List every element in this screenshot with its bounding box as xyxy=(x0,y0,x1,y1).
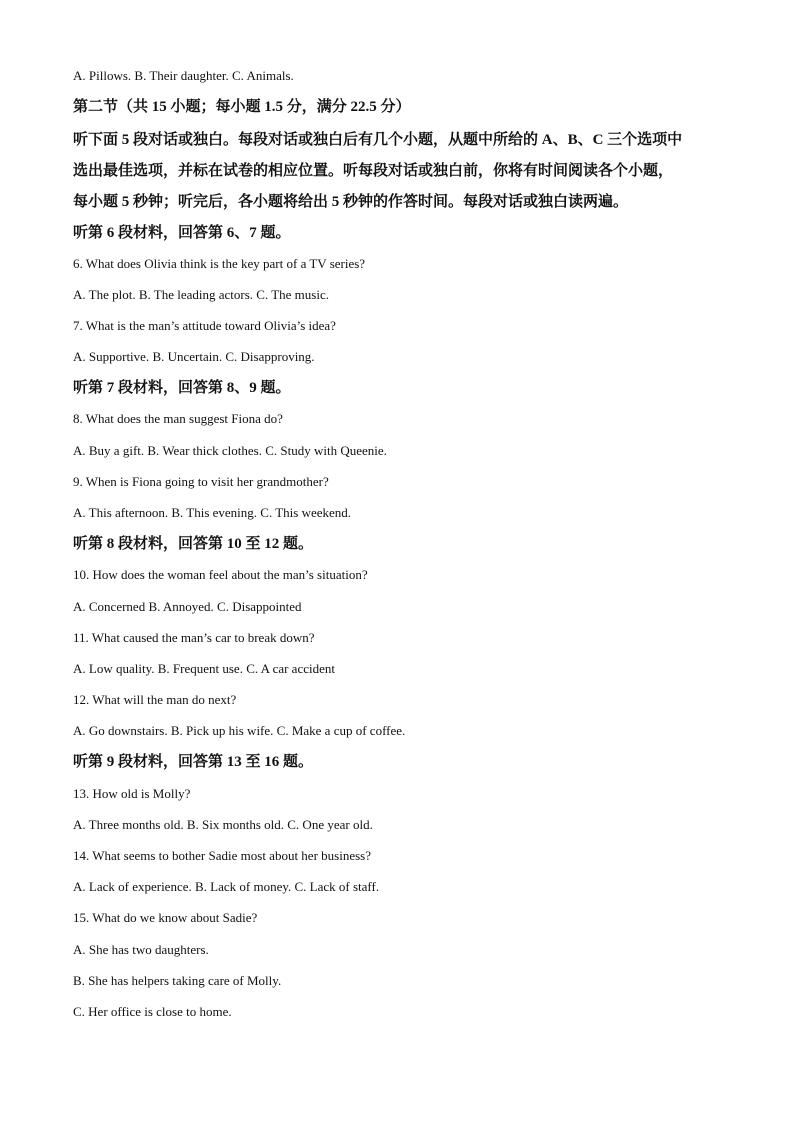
question-11: 11. What caused the man’s car to break down? xyxy=(73,630,315,645)
options-8: A. Buy a gift. B. Wear thick clothes. C. Study with Queenie. xyxy=(73,443,387,458)
group-heading-9: 听第 9 段材料，回答第 13 至 16 题。 xyxy=(73,754,314,770)
question-7: 7. What is the man’s attitude toward Olivia’s idea? xyxy=(73,318,336,333)
options-6: A. The plot. B. The leading actors. C. The music. xyxy=(73,287,329,302)
intro-options: A. Pillows. B. Their daughter. C. Animals. xyxy=(73,68,294,83)
group-heading-7: 听第 7 段材料，回答第 8、9 题。 xyxy=(73,380,291,396)
options-14: A. Lack of experience. B. Lack of money. C. Lack of staff. xyxy=(73,879,380,894)
question-13: 13. How old is Molly? xyxy=(73,786,191,801)
options-9: A. This afternoon. B. This evening. C. This weekend. xyxy=(73,505,352,520)
options-15-b: B. She has helpers taking care of Molly. xyxy=(73,973,282,988)
options-11: A. Low quality. B. Frequent use. C. A car accident xyxy=(73,661,335,676)
options-15-a: A. She has two daughters. xyxy=(73,942,209,957)
question-6: 6. What does Olivia think is the key part of a TV series? xyxy=(73,256,366,271)
group-heading-8: 听第 8 段材料，回答第 10 至 12 题。 xyxy=(73,536,314,552)
options-10: A. Concerned B. Annoyed. C. Disappointed xyxy=(73,599,302,614)
question-8: 8. What does the man suggest Fiona do? xyxy=(73,411,283,426)
instructions-line-3: 每小题 5 秒钟；听完后，各小题将给出 5 秒钟的作答时间。每段对话或独白读两遍。 xyxy=(73,194,629,210)
instructions-line-1: 听下面 5 段对话或独白。每段对话或独白后有几个小题，从题中所给的 A、B、C 三个选项中 xyxy=(73,132,683,148)
options-7: A. Supportive. B. Uncertain. C. Disapproving. xyxy=(73,349,315,364)
question-9: 9. When is Fiona going to visit her grandmother? xyxy=(73,474,329,489)
options-15-c: C. Her office is close to home. xyxy=(73,1004,232,1019)
group-heading-6: 听第 6 段材料，回答第 6、7 题。 xyxy=(73,225,291,241)
options-12: A. Go downstairs. B. Pick up his wife. C. Make a cup of coffee. xyxy=(73,723,406,738)
question-12: 12. What will the man do next? xyxy=(73,692,237,707)
options-13: A. Three months old. B. Six months old. C. One year old. xyxy=(73,817,373,832)
question-10: 10. How does the woman feel about the man’s situation? xyxy=(73,567,368,582)
section-title: 第二节（共 15 小题；每小题 1.5 分，满分 22.5 分） xyxy=(73,99,411,115)
instructions-line-2: 选出最佳选项，并标在试卷的相应位置。听每段对话或独白前，你将有时间阅读各个小题， xyxy=(73,163,674,179)
question-15: 15. What do we know about Sadie? xyxy=(73,910,258,925)
question-14: 14. What seems to bother Sadie most about her business? xyxy=(73,848,371,863)
